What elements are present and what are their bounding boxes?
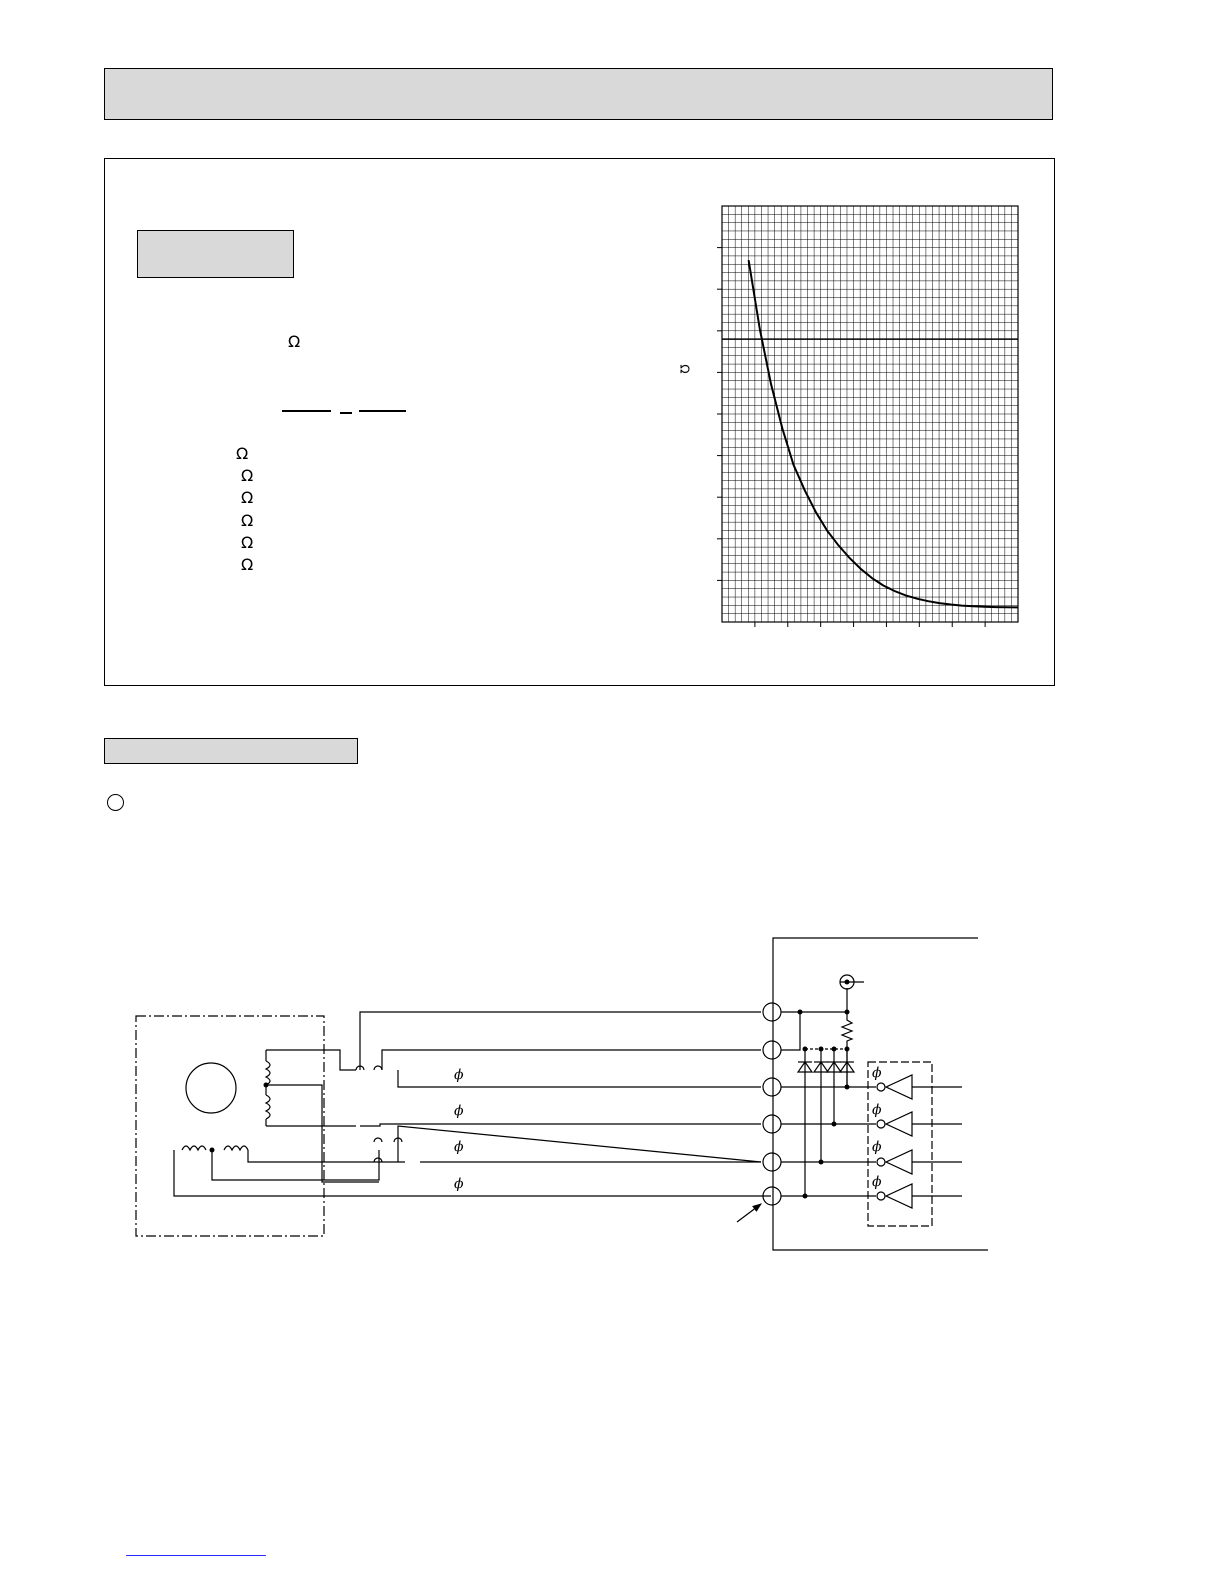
motor-icon	[186, 1063, 236, 1113]
ohm-symbol: Ω	[241, 555, 254, 574]
ohm-symbol: Ω	[236, 444, 249, 463]
phase-symbol: ϕ	[454, 1139, 464, 1155]
fraction-bar	[359, 410, 406, 412]
phase-symbol: ϕ	[454, 1176, 464, 1192]
phase-symbol: ϕ	[872, 1139, 882, 1155]
ohm-symbol: Ω	[241, 488, 254, 507]
thermistor-label-box	[137, 230, 294, 278]
coil-icon	[182, 1146, 206, 1150]
inverter-buffer-icon	[877, 1075, 962, 1099]
phase-symbol: ϕ	[454, 1067, 464, 1083]
phase-symbol: ϕ	[872, 1174, 882, 1190]
subsection-header-bar	[104, 738, 358, 764]
connector-pin-icon	[763, 1078, 781, 1096]
phase-symbol: ϕ	[872, 1065, 882, 1081]
ohm-symbol: Ω	[288, 332, 301, 351]
connector-pin-icon	[763, 1115, 781, 1133]
footer-link[interactable]	[126, 1555, 266, 1556]
pointer-arrow	[737, 1204, 761, 1222]
inverter-buffer-icon	[877, 1184, 962, 1208]
coil-icon	[224, 1146, 248, 1150]
fraction-bar	[282, 410, 331, 412]
connector-pin-icon	[763, 1003, 781, 1021]
phase-symbol: ϕ	[454, 1103, 464, 1119]
expansion-valve-schematic	[120, 930, 1000, 1260]
chart-grid	[722, 206, 1018, 622]
phase-symbol: ϕ	[872, 1102, 882, 1118]
ohm-symbol: Ω	[241, 533, 254, 552]
connector-pin-icon	[763, 1153, 781, 1171]
minus-sign	[340, 412, 352, 414]
resistance-chart	[716, 200, 1026, 630]
connector-pin-icon	[763, 1041, 781, 1059]
coil-icon	[266, 1095, 270, 1119]
inverter-buffer-icon	[877, 1112, 962, 1136]
inverter-buffer-icon	[877, 1150, 962, 1174]
section-header-bar	[104, 68, 1053, 120]
resistor-icon	[842, 1012, 852, 1049]
ohm-symbol: Ω	[241, 511, 254, 530]
ohm-symbol: Ω	[241, 466, 254, 485]
chart-ylabel: Ω	[677, 364, 692, 374]
chart-ticks	[717, 248, 985, 627]
bullet-circle-icon	[107, 794, 124, 811]
coil-icon	[266, 1061, 270, 1085]
